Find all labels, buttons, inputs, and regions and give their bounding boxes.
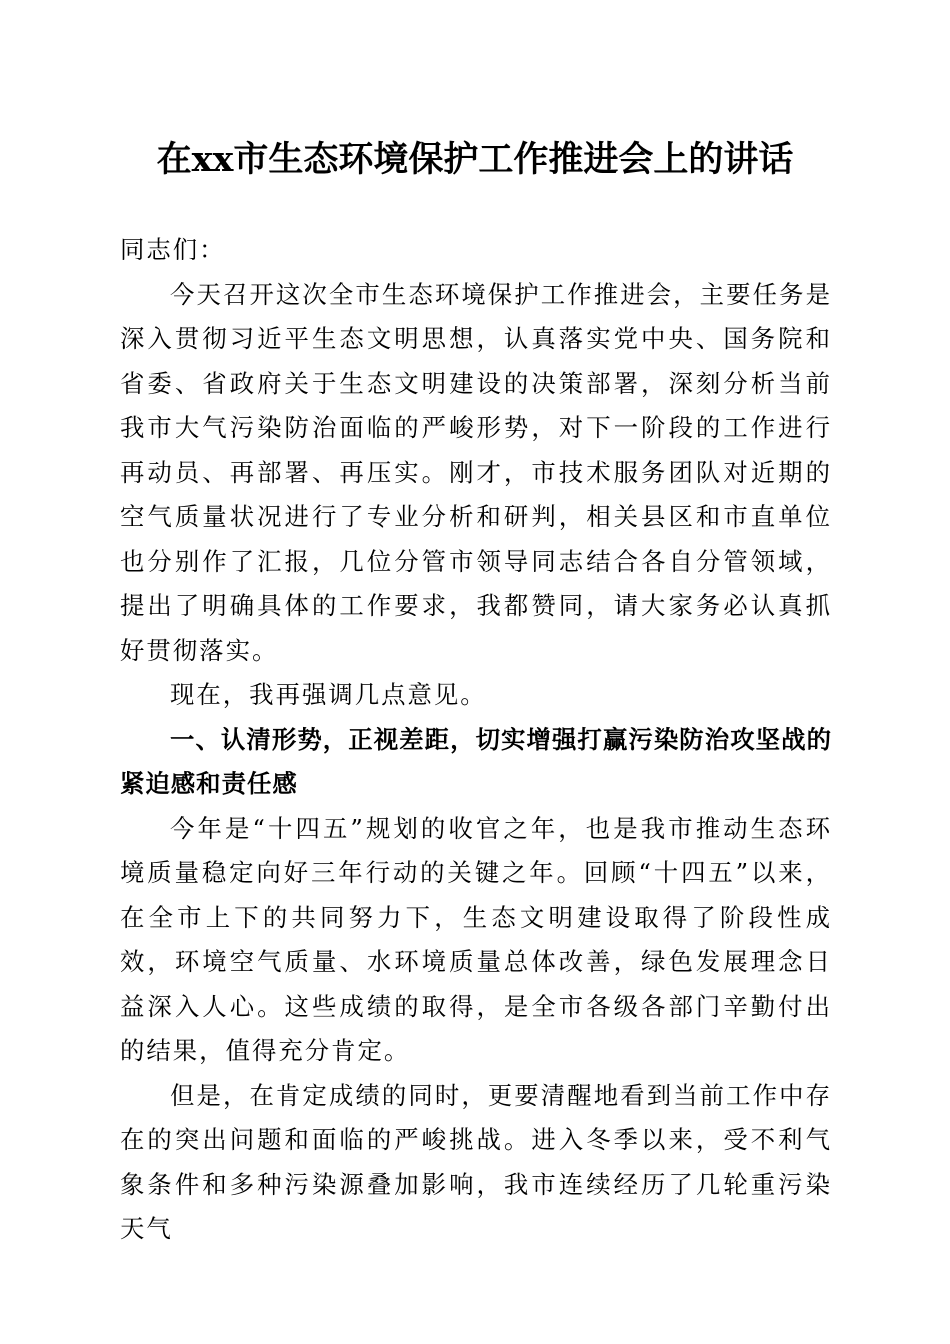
document-title: 在xx市生态环境保护工作推进会上的讲话 bbox=[156, 139, 794, 180]
paragraph-challenges: 但是，在肯定成绩的同时，更要清醒地看到当前工作中存在的突出问题和面临的严峻挑战。进入冬季以来，受不利气象条件和多种污染源叠加影响，我市连续经历了几轮重污染天气 bbox=[120, 1080, 832, 1243]
document-body bbox=[120, 228, 832, 1252]
paragraph-intro: 今天召开这次全市生态环境保护工作推进会，主要任务是深入贯彻习近平生态文明思想，认真落实党中央、国务院和省委、省政府关于生态文明建设的决策部署，深刻分析当前我市大气污染防治面临的严峻形势，对下一阶段的工作进行再动员、再部署、再压实。刚才，市技术服务团队对近期的空气质量状况进行了专业分析和研判，相关县区和市直单位也分别作了汇报，几位分管市领导同志结合各自分管领域，提出了明确具体的工作要求，我都赞同，请大家务必认真抓好贯彻落实。 bbox=[120, 279, 832, 665]
paragraph-achievements: 今年是“十四五”规划的收官之年，也是我市推动生态环境质量稳定向好三年行动的关键之年。回顾“十四五”以来，在全市上下的共同努力下，生态文明建设取得了阶段性成效，环境空气质量、水环境质量总体改善，绿色发展理念日益深入人心。这些成绩的取得，是全市各级各部门辛勤付出的结果，值得充分肯定。 bbox=[120, 813, 832, 1065]
section-heading-1: 一、认清形势，正视差距，切实增强打赢污染防治攻坚战的紧迫感和责任感 bbox=[120, 724, 832, 798]
salutation: 同志们： bbox=[120, 235, 226, 264]
paragraph-transition: 现在，我再强调几点意见。 bbox=[170, 680, 487, 709]
